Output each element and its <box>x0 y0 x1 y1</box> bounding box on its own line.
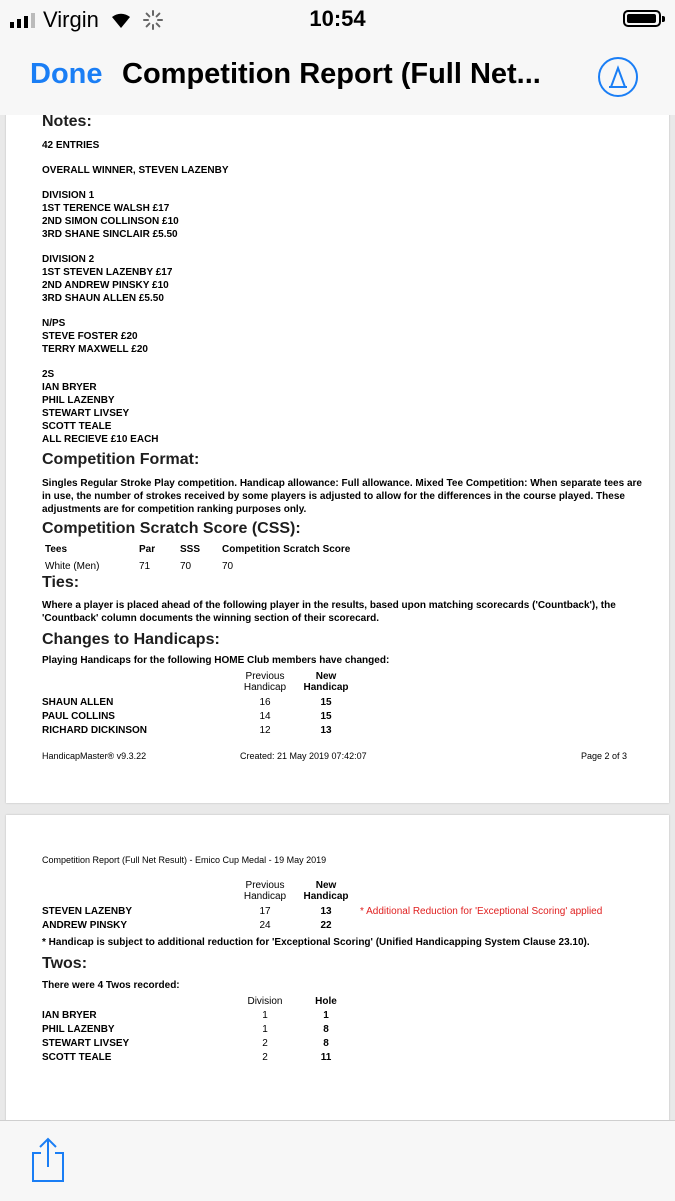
css-tees-value: White (Men) <box>45 561 100 572</box>
format-heading: Competition Format: <box>42 451 200 468</box>
pdf-page-2 <box>6 115 669 803</box>
pdf-page-3 <box>6 815 669 1120</box>
hc-row-name: PAUL COLLINS <box>42 711 115 722</box>
hc-row-new: 22 <box>320 920 332 931</box>
ties-text: Where a player is placed ahead of the following player in the results, based upon matching scorecards ('Countback'), the 'Countback' column documents the winning section of their scorecard. <box>42 600 616 624</box>
hc-prev-header <box>235 671 295 693</box>
entries-text: 42 ENTRIES <box>42 140 100 151</box>
notes-line: 3RD SHANE SINCLAIR £5.50 <box>42 229 178 240</box>
hc-row-prev: 16 <box>259 697 271 708</box>
notes-line: IAN BRYER <box>42 382 97 393</box>
notes-line: 2S <box>42 369 55 380</box>
css-col-score: Competition Scratch Score <box>222 544 351 555</box>
notes-line: SCOTT TEALE <box>42 421 112 432</box>
page-footer-software: HandicapMaster® v9.3.22 <box>42 751 147 761</box>
twos-row-hole: 8 <box>323 1024 329 1035</box>
twos-heading: Twos: <box>42 955 88 972</box>
hc-row-prev: 17 <box>259 906 271 917</box>
notes-line: STEWART LIVSEY <box>42 408 130 419</box>
css-col-tees: Tees <box>45 544 68 555</box>
overall-winner-text: OVERALL WINNER, STEVEN LAZENBY <box>42 165 229 176</box>
notes-line: TERRY MAXWELL £20 <box>42 344 148 355</box>
carrier-label: Virgin <box>43 7 99 32</box>
hc-new-header-line: New <box>315 880 337 891</box>
twos-row-name: STEWART LIVSEY <box>42 1038 130 1049</box>
notes-line: 2ND SIMON COLLINSON £10 <box>42 216 179 227</box>
twos-row-name: PHIL LAZENBY <box>42 1024 115 1035</box>
format-text: Singles Regular Stroke Play competition. Handicap allowance: Full allowance. Mixed Tee Competition: When separate tees are in use, the number of strokes received by some players is adjusted to allow for the differences in the course played. These adjustments are for competition ranking purposes only. <box>42 478 642 515</box>
css-col-par: Par <box>139 544 156 555</box>
hc-new-header <box>296 671 356 693</box>
hc-new-header <box>296 880 356 902</box>
twos-row-name: IAN BRYER <box>42 1010 97 1021</box>
hc-row-new: 13 <box>320 725 332 736</box>
hc-new-header-line: New <box>315 671 337 682</box>
ties-heading: Ties: <box>42 574 80 591</box>
notes-heading: Notes: <box>42 115 92 130</box>
page-header: Competition Report (Full Net Result) - Emico Cup Medal - 19 May 2019 <box>42 855 327 865</box>
page-footer-number: Page 2 of 3 <box>581 751 628 761</box>
notes-line: 2ND ANDREW PINSKY £10 <box>42 280 169 291</box>
changes-heading: Changes to Handicaps: <box>42 631 220 648</box>
hc-row-new: 15 <box>320 697 332 708</box>
css-score-value: 70 <box>222 561 234 572</box>
notes-line: 1ST STEVEN LAZENBY £17 <box>42 267 173 278</box>
hc-row-name: SHAUN ALLEN <box>42 697 114 708</box>
notes-line: DIVISION 2 <box>42 254 95 265</box>
footnote: * Handicap is subject to additional reduction for 'Exceptional Scoring' (Unified Handicapping System Clause 23.10). <box>42 937 590 948</box>
markup-pen-icon[interactable] <box>597 56 639 98</box>
hc-row-name: ANDREW PINSKY <box>42 920 128 931</box>
hc-new-header-line: Handicap <box>303 891 349 902</box>
css-col-sss: SSS <box>180 544 201 555</box>
hc-row-prev: 24 <box>259 920 271 931</box>
hc-prev-header <box>235 880 295 902</box>
twos-row-hole: 1 <box>323 1010 329 1021</box>
clock: 10:54 <box>309 6 366 31</box>
twos-row-hole: 11 <box>320 1052 332 1063</box>
notes-line: DIVISION 1 <box>42 190 95 201</box>
hc-row-prev: 14 <box>259 711 271 722</box>
hc-prev-header-line: Previous <box>245 671 285 682</box>
hc-prev-header-line: Handicap <box>243 682 287 693</box>
twos-row-division: 1 <box>262 1024 268 1035</box>
hc-row-prev: 12 <box>259 725 271 736</box>
status-bar <box>0 0 675 40</box>
twos-intro: There were 4 Twos recorded: <box>42 980 180 991</box>
css-sss-value: 70 <box>180 561 192 572</box>
notes-line: 1ST TERENCE WALSH £17 <box>42 203 170 214</box>
notes-line: N/PS <box>42 318 66 329</box>
notes-line: PHIL LAZENBY <box>42 395 115 406</box>
navigation-bar <box>0 40 675 115</box>
notes-line: 3RD SHAUN ALLEN £5.50 <box>42 293 164 304</box>
twos-col-hole: Hole <box>315 996 337 1007</box>
notes-line: STEVE FOSTER £20 <box>42 331 138 342</box>
share-icon[interactable] <box>28 1135 68 1185</box>
hc-new-header-line: Handicap <box>303 682 349 693</box>
hc-row-name: RICHARD DICKINSON <box>42 725 147 736</box>
hc-prev-header-line: Handicap <box>243 891 287 902</box>
twos-row-hole: 8 <box>323 1038 329 1049</box>
notes-line: ALL RECIEVE £10 EACH <box>42 434 159 445</box>
done-button[interactable]: Done <box>30 58 103 90</box>
css-heading: Competition Scratch Score (CSS): <box>42 520 301 537</box>
twos-row-division: 2 <box>262 1038 268 1049</box>
twos-col-division: Division <box>247 996 283 1007</box>
twos-row-name: SCOTT TEALE <box>42 1052 112 1063</box>
hc-row-name: STEVEN LAZENBY <box>42 906 133 917</box>
bottom-toolbar <box>0 1120 675 1201</box>
hc-row-new: 13 <box>320 906 332 917</box>
document-viewer[interactable] <box>0 115 675 1120</box>
twos-row-division: 1 <box>262 1010 268 1021</box>
twos-row-division: 2 <box>262 1052 268 1063</box>
page-footer-created: Created: 21 May 2019 07:42:07 <box>240 751 367 761</box>
hc-prev-header-line: Previous <box>245 880 285 891</box>
exceptional-scoring-note: * Additional Reduction for 'Exceptional Scoring' applied <box>360 906 603 917</box>
document-title: Competition Report (Full Net... <box>122 58 541 90</box>
hc-row-new: 15 <box>320 711 332 722</box>
changes-intro: Playing Handicaps for the following HOME Club members have changed: <box>42 655 390 666</box>
css-par-value: 71 <box>139 561 151 572</box>
battery-icon <box>623 10 661 27</box>
